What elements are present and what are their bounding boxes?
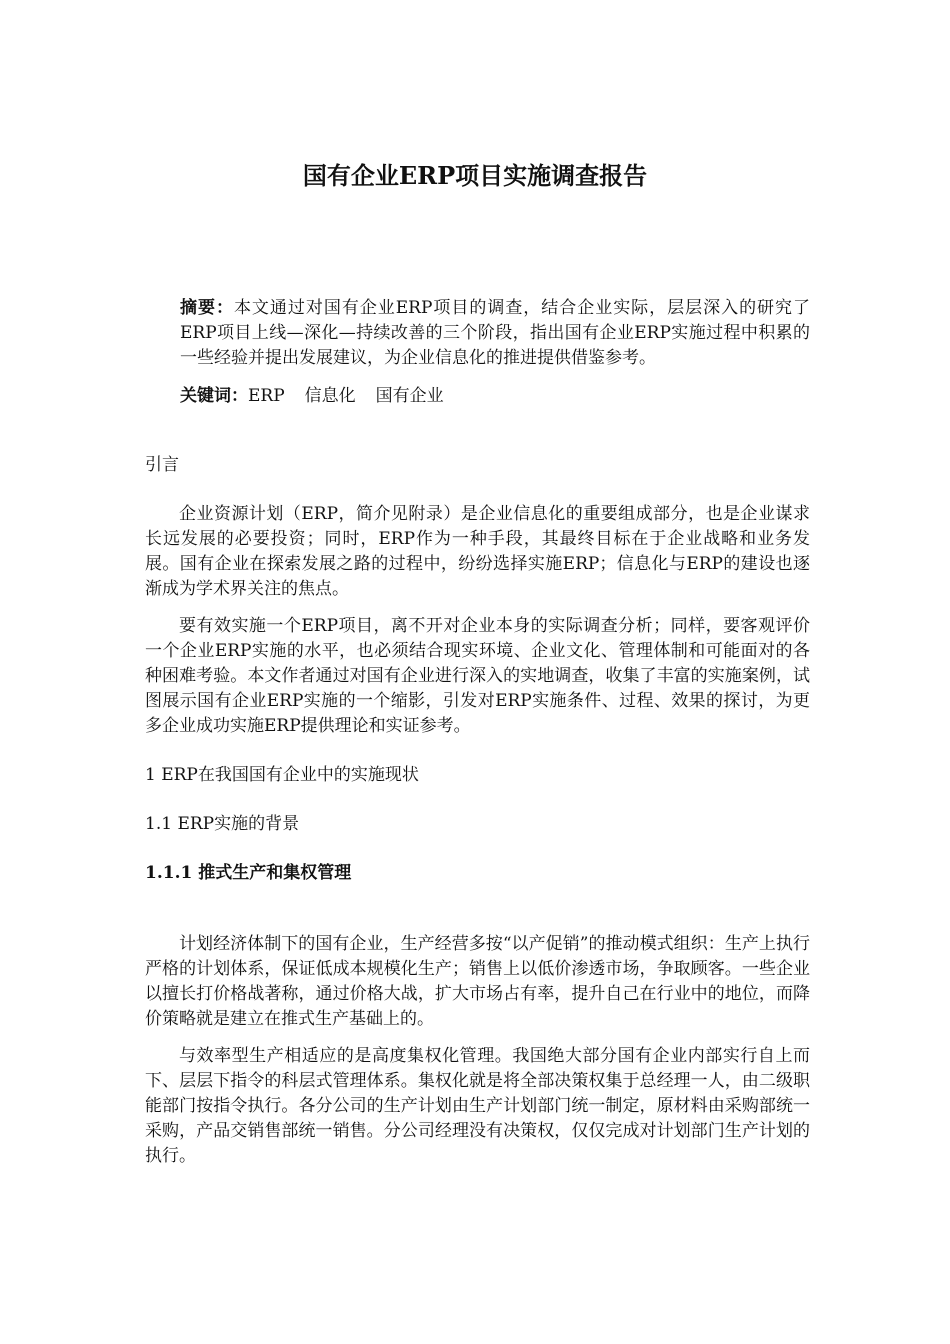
document-title: 国有企业ERP项目实施调查报告 <box>302 161 648 190</box>
abstract-paragraph <box>180 296 810 371</box>
keywords-label: 关键词： <box>180 386 248 406</box>
intro-paragraph-1: 企业资源计划（ERP，简介见附录）是企业信息化的重要组成部分，也是企业谋求长远发展的必要投资；同时，ERP作为一种手段，其最终目标在于企业战略和业务发展。国有企业在探索发展之路的过程中，纷纷选择实施ERP；信息化与ERP的建设也逐渐成为学术界关注的焦点。 <box>145 504 810 599</box>
section-1-1-heading: 1.1 ERP实施的背景 <box>145 814 300 834</box>
section-1-1-1-paragraph-2: 与效率型生产相适应的是高度集权化管理。我国绝大部分国有企业内部实行自上而下、层层下指令的科层式管理体系。集权化就是将全部决策权集于总经理一人，由二级职能部门按指令执行。各分公司的生产计划由生产计划部门统一制定，原材料由采购部统一采购，产品交销售部统一销售。分公司经理没有决策权，仅仅完成对计划部门生产计划的执行。 <box>145 1046 810 1166</box>
abstract-label: 摘要： <box>180 298 234 318</box>
keyword-item: 国有企业 <box>375 386 444 406</box>
document-body <box>145 453 810 1169</box>
intro-paragraph-2: 要有效实施一个ERP项目，离不开对企业本身的实际调查分析；同样，要客观评价一个企业ERP实施的水平，也必须结合现实环境、企业文化、管理体制和可能面对的各种困难考验。本文作者通过对国有企业进行深入的实地调查，收集了丰富的实施案例，试图展示国有企业ERP实施的一个缩影，引发对ERP实施条件、过程、效果的探讨，为更多企业成功实施ERP提供理论和实证参考。 <box>145 616 810 736</box>
section-1-1-1-paragraph-1: 计划经济体制下的国有企业，生产经营多按“以产促销”的推动模式组织：生产上执行严格的计划体系，保证低成本规模化生产；销售上以低价渗透市场，争取顾客。一些企业以擅长打价格战著称，通过价格大战，扩大市场占有率，提升自己在行业中的地位，而降价策略就是建立在推式生产基础上的。 <box>145 934 810 1029</box>
keywords-line <box>180 384 810 409</box>
keyword-item: 信息化 <box>304 386 356 406</box>
section-1-1-1-heading: 1.1.1 推式生产和集权管理 <box>145 863 352 883</box>
abstract-section <box>180 296 810 409</box>
intro-heading: 引言 <box>145 455 179 475</box>
keyword-item: ERP <box>248 386 285 406</box>
section-1-heading: 1 ERP在我国国有企业中的实施现状 <box>145 765 419 785</box>
abstract-text: 本文通过对国有企业ERP项目的调查，结合企业实际，层层深入的研究了ERP项目上线—深化—持续改善的三个阶段，指出国有企业ERP实施过程中积累的一些经验并提出发展建议，为企业信息化的推进提供借鉴参考。 <box>180 298 811 368</box>
